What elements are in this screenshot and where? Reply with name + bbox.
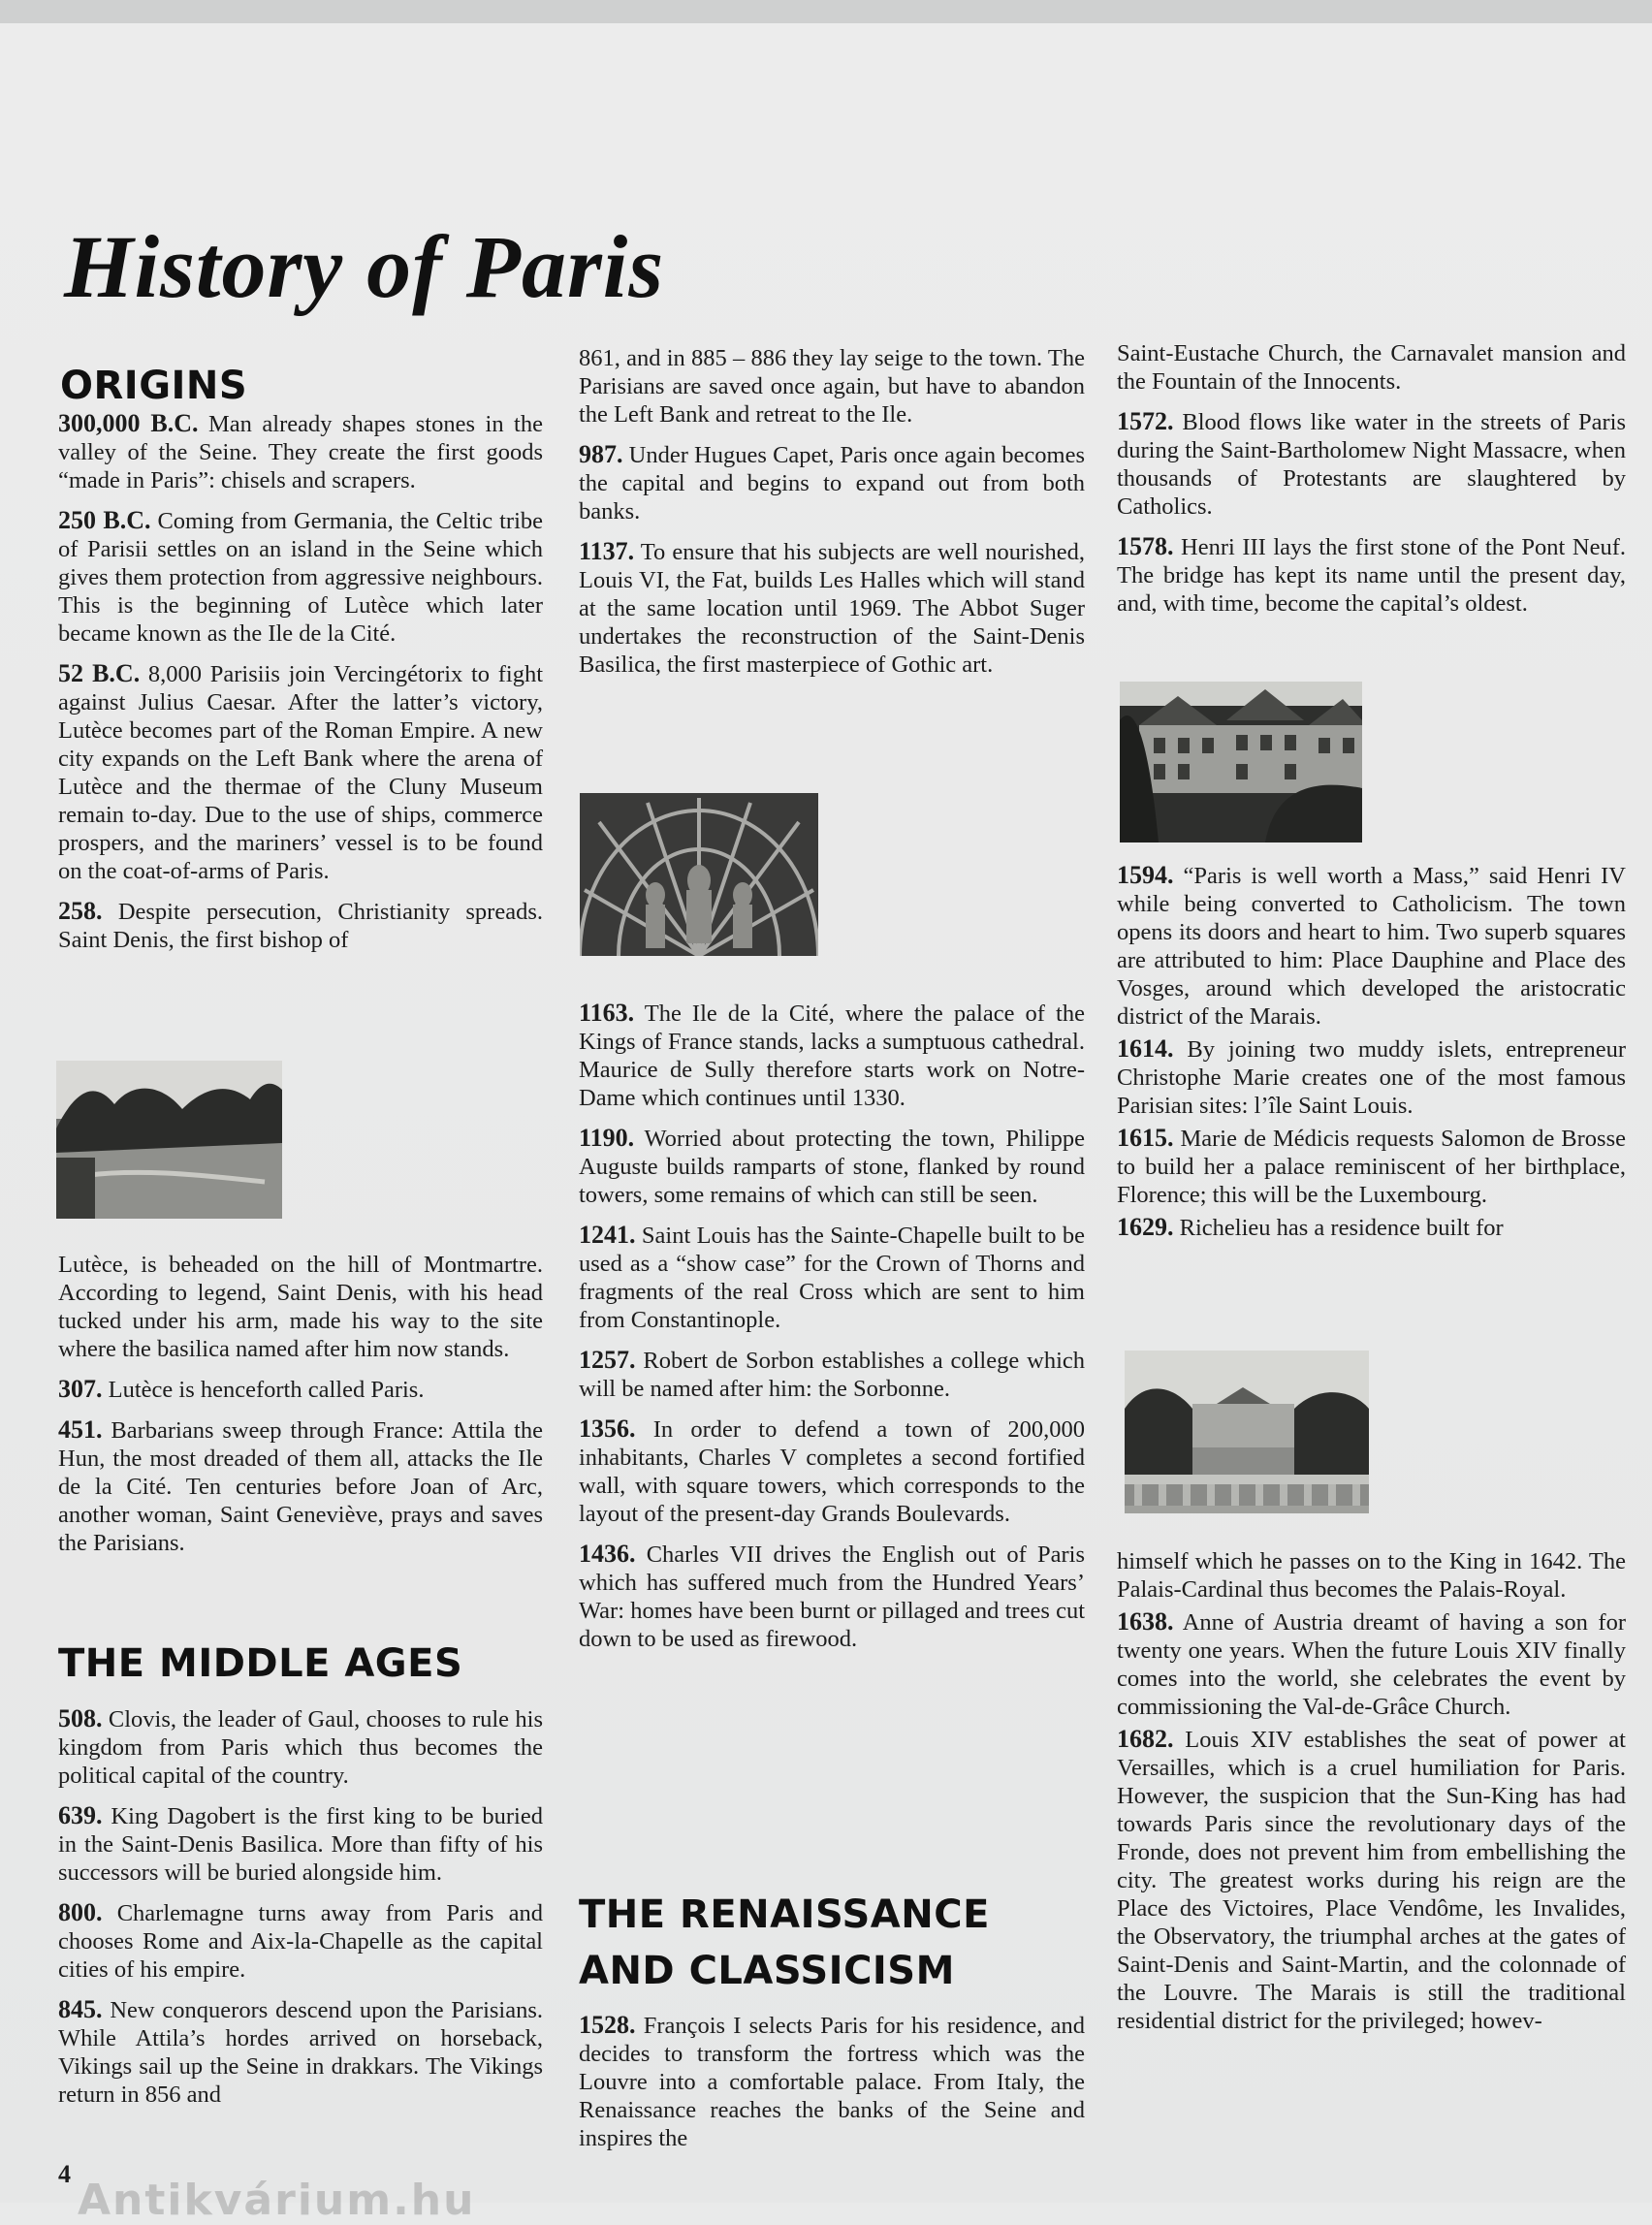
entry-1137: 1137. To ensure that his subjects are well nourished, Louis VI, the Fat, builds Les Halles which will stand at the same location until 1969. The Abbot Suger undertakes the reconstruction of the Saint-Denis Basilica, the first masterpiece of Gothic art. [579, 537, 1086, 678]
entry-307: 307. Lutèce is henceforth called Paris. [58, 1375, 425, 1403]
entry-258: 258. Despite persecution, Christianity spreads. Saint Denis, the first bishop of [58, 897, 543, 953]
entry-300000bc: 300,000 B.C. Man already shapes stones in the valley of the Seine. They create the first goods “made in Paris”: chisels and scrapers. [58, 409, 543, 493]
entry-1615: 1615. Marie de Médicis requests Salomon de Brosse to build her a palace reminiscent of her birthplace, Florence; this will be the Luxembourg. [1117, 1124, 1626, 1208]
entry-861-continued: 861, and in 885 – 886 they lay seige to the town. The Parisians are saved once again, but have to abandon the Left Bank and retreat to the Ile. [579, 345, 1085, 428]
entry-1594: 1594. “Paris is well worth a Mass,” said Henri IV while being converted to Catholicism. The town opens its doors and heart to him. Two superb squares are attributed to him: Place Dauphine and Place des Vosges, around which developed the aristocratic district of the Marais. [1117, 861, 1626, 1030]
entry-987: 987. Under Hugues Capet, Paris once again becomes the capital and begins to expand out from both banks. [579, 440, 1086, 524]
page-number: 4 [58, 2160, 71, 2188]
entry-1528-continued: Saint-Eustache Church, the Carnavalet mansion and the Fountain of the Innocents. [1117, 340, 1626, 395]
entry-1578: 1578. Henri III lays the first stone of the Pont Neuf. The bridge has kept its name until the present day, and, with time, become the capital’s oldest. [1117, 532, 1626, 617]
column-2-block-a [579, 344, 1085, 690]
column-3-block-a [1117, 339, 1626, 629]
entry-1614: 1614. By joining two muddy islets, entrepreneur Christophe Marie creates one of the most famous Parisian sites: l’île Saint Louis. [1117, 1034, 1626, 1119]
column-3-block-b [1117, 861, 1626, 1254]
entry-1257: 1257. Robert de Sorbon establishes a college which will be named after him: the Sorbonne. [579, 1346, 1085, 1402]
column-1-block-a [58, 409, 543, 966]
entry-1356: 1356. In order to defend a town of 200,000 inhabitants, Charles V completes a second fortified wall, with square towers, which corresponds to the layout of the present-day Grands Boulevards. [579, 1414, 1086, 1527]
entry-800: 800. Charlemagne turns away from Paris and chooses Rome and Aix-la-Chapelle as the capital cities of his empire. [58, 1898, 543, 1983]
entry-258-continued: Lutèce, is beheaded on the hill of Montmartre. According to legend, Saint Denis, with his head tucked under his arm, made his way to the site where the basilica named after him now stands. [58, 1252, 543, 1362]
section-heading-origins: ORIGINS [60, 364, 248, 408]
column-1-block-c [58, 1704, 543, 2120]
page-title: History of Paris [64, 217, 665, 316]
entry-1241: 1241. Saint Louis has the Sainte-Chapelle built to be used as a “show case” for the Crown of Thorns and fragments of the real Cross which are sent to him from Constantinople. [579, 1221, 1086, 1333]
entry-1629: 1629. Richelieu has a residence built for [1117, 1213, 1504, 1241]
entry-1682: 1682. Louis XIV establishes the seat of power at Versailles, which is a cruel humiliation for Paris. However, the suspicion that the Sun-King has had towards Paris since the revolutionary days of the Fronde, does not prevent him from embellishing the city. The greatest works during his reign are the Place des Victoires, Place Vendôme, les Invalides, the Observatory, the triumphal arches at the gates of Saint-Denis and Saint-Martin, and the colonnade of the Louvre. The Marais is still the traditional residential district for the privileged; howev- [1117, 1725, 1626, 2034]
watermark: Antikvárium.hu [78, 2176, 476, 2225]
column-2-block-b [579, 999, 1085, 1665]
section-heading-renaissance: THE RENAISSANCE AND CLASSICISM [579, 1892, 990, 1993]
photo-luxembourg-palace [1125, 1351, 1369, 1513]
column-3-block-c [1117, 1547, 1626, 2047]
entry-1163: 1163. The Ile de la Cité, where the palace of the Kings of France stands, lacks a sumptuous cathedral. Maurice de Sully therefore starts work on Notre-Dame which continues until 1330. [579, 999, 1085, 1111]
entry-1190: 1190. Worried about protecting the town, Philippe Auguste builds ramparts of stone, flanked by round towers, some remains of which can still be seen. [579, 1124, 1085, 1208]
entry-451: 451. Barbarians sweep through France: Attila the Hun, the most dreaded of them all, attacks the Ile de la Cité. Ten centuries before Joan of Arc, another woman, Saint Geneviève, prays and saves the Parisians. [58, 1415, 544, 1556]
entry-250bc: 250 B.C. Coming from Germania, the Celtic tribe of Parisii settles on an island in the Seine which gives them protection from aggressive neighbours. This is the beginning of Lutèce which later became known as the Ile de la Cité. [58, 506, 543, 647]
entry-1528: 1528. François I selects Paris for his residence, and decides to transform the fortress which was the Louvre into a comfortable palace. From Italy, the Renaissance reaches the banks of the Seine and inspires the [579, 2011, 1085, 2151]
section-heading-middle-ages: THE MIDDLE AGES [58, 1641, 463, 1686]
entry-1572: 1572. Blood flows like water in the streets of Paris during the Saint-Bartholomew Night Massacre, when thousands of Protestants are slaughtered by Catholics. [1117, 407, 1626, 520]
entry-1629-continued: himself which he passes on to the King in 1642. The Palais-Cardinal thus becomes the Palais-Royal. [1117, 1548, 1626, 1603]
entry-508: 508. Clovis, the leader of Gaul, chooses to rule his kingdom from Paris which thus becomes the political capital of the country. [58, 1704, 543, 1789]
entry-1638: 1638. Anne of Austria dreamt of having a son for twenty one years. When the future Louis XIV finally comes into the world, she celebrates the event by commissioning the Val-de-Grâce Church. [1117, 1607, 1626, 1720]
photo-place-des-vosges [1120, 682, 1362, 842]
entry-639: 639. King Dagobert is the first king to be buried in the Saint-Denis Basilica. More than fifty of his successors will be buried alongside him. [58, 1801, 543, 1886]
entry-52bc: 52 B.C. 8,000 Parisiis join Vercingétorix to fight against Julius Caesar. After the latter’s victory, Lutèce becomes part of the Roman Empire. A new city expands on the Left Bank where the arena of Lutèce and the thermae of the Cluny Museum remain to-day. Due to the use of ships, commerce prospers, and the mariners’ vessel is to be found on the coat-of-arms of Paris. [58, 659, 544, 884]
column-2-block-c [579, 2011, 1085, 2164]
entry-845: 845. New conquerors descend upon the Parisians. While Attila’s hordes arrived on horseback, Vikings sail up the Seine in drakkars. The Vikings return in 856 and [58, 1995, 543, 2108]
entry-1436: 1436. Charles VII drives the English out of Paris which has suffered much from the Hundred Years’ War: homes have been burnt or pillaged and trees cut down to be used as firewood. [579, 1540, 1086, 1652]
column-1-block-b [58, 1251, 543, 1569]
photo-park-arena [56, 1061, 282, 1219]
photo-rose-window [580, 793, 818, 956]
